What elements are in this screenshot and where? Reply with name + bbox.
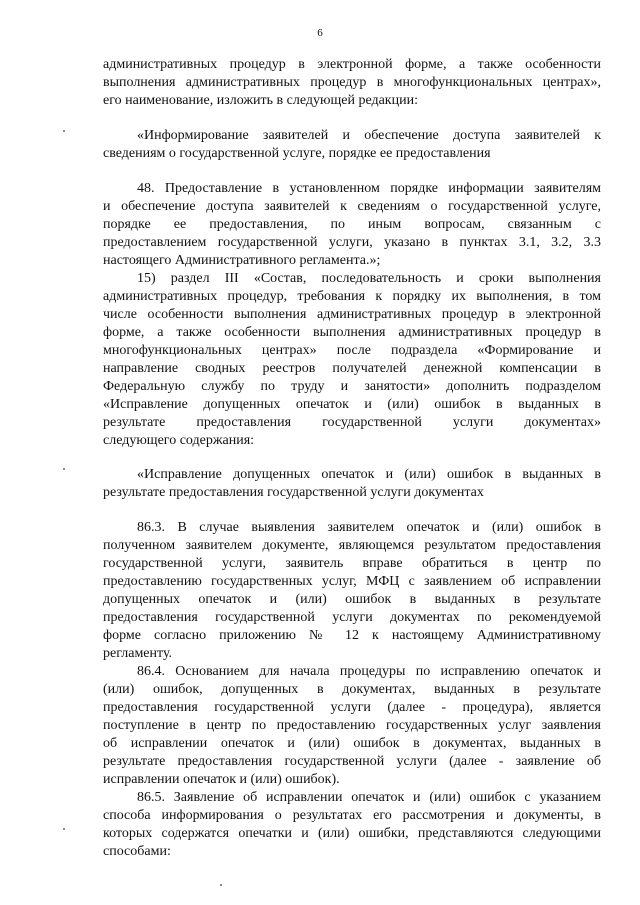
scan-speck	[220, 884, 222, 886]
text-line: настоящего Административного регламента.»;	[103, 253, 381, 268]
text-line: 15) раздел III «Состав, последовательность и сроки выполнения	[137, 271, 601, 286]
text-line: государственной услуги, заявитель вправе обратиться в центр по	[103, 556, 601, 571]
scan-speck	[63, 828, 65, 830]
text-line: многофункциональных центрах» после подраздела «Формирование и	[103, 343, 601, 358]
text-line: результате предоставления государственной услуги (далее - заявление об	[103, 754, 601, 769]
text-line: следующего содержания:	[103, 433, 255, 448]
text-line: поступление в центр по предоставлению государственных услуг заявления	[103, 718, 601, 733]
text-line: числе особенности выполнения административных процедур в электронной	[103, 307, 601, 322]
text-line: исправлении опечаток и (или) ошибок).	[103, 772, 340, 787]
text-line: 86.5. Заявление об исправлении опечаток и (или) ошибок с указанием	[137, 790, 601, 805]
text-line: предоставлению государственных услуг, МФЦ с заявлением об исправлении	[103, 574, 601, 589]
text-line: «Исправление допущенных опечаток и (или) ошибок в выданных в	[137, 467, 601, 482]
text-line: «Информирование заявителей и обеспечение доступа заявителей к	[137, 128, 601, 143]
text-line: регламенту.	[103, 646, 173, 661]
text-line: предоставления государственной услуги (далее - процедура), является	[103, 700, 601, 715]
text-line: результате предоставления государственной услуги документах	[103, 485, 484, 500]
text-line: выполнения административных процедур в многофункциональных центрах»,	[103, 75, 601, 90]
text-line: полученном заявителем документе, являющемся результатом предоставления	[103, 538, 601, 553]
text-line: сведениям о государственной услуге, порядке ее предоставления	[103, 146, 491, 161]
text-line: которых содержатся опечатки и (или) ошибки, представляются следующими	[103, 826, 601, 841]
text-line: Федеральную службу по труду и занятости» дополнить подразделом	[103, 379, 601, 394]
text-line: (или) ошибок, допущенных в документах, выданных в результате	[103, 682, 601, 697]
text-line: 86.3. В случае выявления заявителем опечаток и (или) ошибок в	[137, 520, 601, 535]
text-line: об исправлении опечаток и (или) ошибок в документах, выданных в	[103, 736, 601, 751]
page-number: 6	[317, 27, 323, 39]
text-line: административных процедур, требования к порядку их выполнения, в том	[103, 289, 601, 304]
text-line: форме согласно приложению № 12 к настоящему Административному	[103, 628, 601, 643]
text-line: способами:	[103, 844, 171, 859]
text-line: его наименование, изложить в следующей редакции:	[103, 93, 418, 108]
text-line: направление сводных реестров получателей денежной компенсации в	[103, 361, 601, 376]
text-line: административных процедур в электронной форме, а также особенности	[103, 57, 601, 72]
text-line: «Исправление допущенных опечаток и (или) ошибок в выданных в	[103, 397, 601, 412]
text-line: 48. Предоставление в установленном порядке информации заявителям	[137, 181, 601, 196]
text-line: допущенных опечаток и (или) ошибок в выданных в результате	[103, 592, 601, 607]
scan-speck	[63, 468, 65, 470]
text-line: порядке ее предоставления, по иным вопросам, связанным с	[103, 217, 601, 232]
text-line: результате предоставления государственной услуги документах»	[103, 415, 601, 430]
scan-speck	[63, 130, 65, 132]
text-line: предоставлением государственной услуги, указано в пунктах 3.1, 3.2, 3.3	[103, 235, 601, 250]
text-line: 86.4. Основанием для начала процедуры по исправлению опечаток и	[137, 664, 601, 679]
text-line: предоставления государственной услуги документах по рекомендуемой	[103, 610, 601, 625]
text-line: способа информирования о результатах его рассмотрения и документы, в	[103, 808, 601, 823]
text-line: форме, а также особенности выполнения административных процедур в	[103, 325, 601, 340]
text-line: и обеспечение доступа заявителей к сведениям о государственной услуге,	[103, 199, 601, 214]
